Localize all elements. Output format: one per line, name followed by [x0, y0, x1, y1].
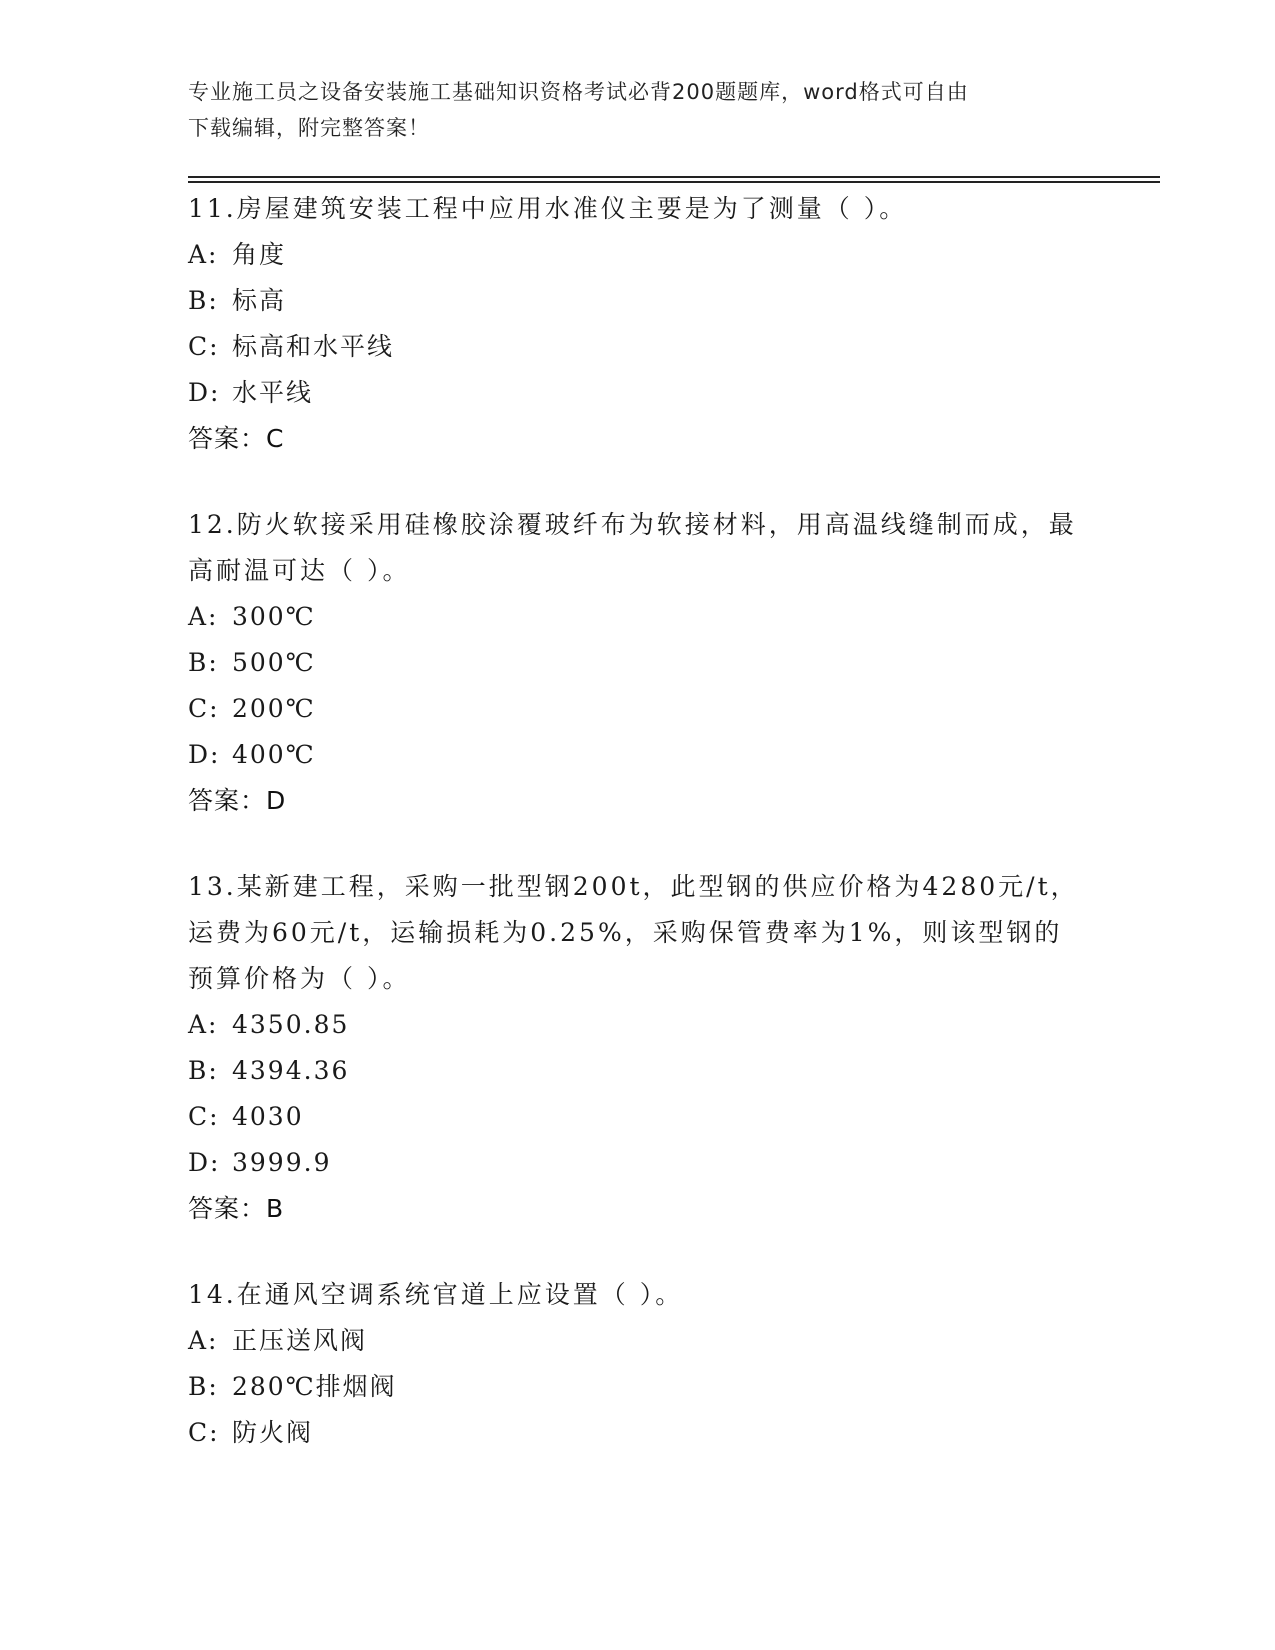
question-stem: 13.某新建工程，采购一批型钢200t，此型钢的供应价格为4280元/t，运费为60元/t，运输损耗为0.25%，采购保管费率为1%，则该型钢的预算价格为（ ）。: [188, 872, 1079, 993]
option-key: D:: [188, 740, 221, 769]
option-text: 3999.9: [232, 1148, 332, 1177]
option-a: [188, 594, 1088, 640]
question-11: [188, 186, 1088, 462]
option-key: D:: [188, 1148, 221, 1177]
option-d: [188, 1140, 1088, 1186]
option-key: B:: [188, 1056, 219, 1085]
option-text: 标高: [232, 286, 287, 315]
option-b: [188, 640, 1088, 686]
answer-line: 答案：C: [188, 424, 285, 453]
option-key: A:: [188, 240, 219, 269]
option-a: [188, 1002, 1088, 1048]
question-13: [188, 864, 1088, 1232]
question-stem: 14.在通风空调系统官道上应设置（ ）。: [188, 1280, 684, 1309]
question-12: [188, 502, 1088, 824]
option-text: 500℃: [232, 648, 316, 677]
option-text: 正压送风阀: [232, 1326, 368, 1355]
option-key: A:: [188, 1326, 219, 1355]
header-divider-top: [188, 176, 1160, 178]
option-text: 水平线: [232, 378, 314, 407]
option-b: [188, 1364, 1088, 1410]
option-text: 4030: [232, 1102, 304, 1131]
question-14: [188, 1272, 1088, 1456]
document-header: [188, 74, 1068, 146]
question-stem: 11.房屋建筑安装工程中应用水准仪主要是为了测量（ ）。: [188, 194, 908, 223]
option-c: [188, 1094, 1088, 1140]
option-text: 4394.36: [232, 1056, 350, 1085]
option-text: 300℃: [232, 602, 316, 631]
option-text: 200℃: [232, 694, 316, 723]
option-key: C:: [188, 332, 220, 361]
option-text: 标高和水平线: [232, 332, 395, 361]
question-stem: 12.防火软接采用硅橡胶涂覆玻纤布为软接材料，用高温线缝制而成，最高耐温可达（ ）。: [188, 510, 1077, 585]
option-d: [188, 732, 1088, 778]
header-title-line2: 下载编辑，附完整答案！: [188, 116, 430, 140]
question-list: [188, 186, 1088, 1496]
option-text: 400℃: [232, 740, 316, 769]
option-c: [188, 1410, 1088, 1456]
option-b: [188, 1048, 1088, 1094]
option-c: [188, 686, 1088, 732]
option-key: B:: [188, 286, 219, 315]
option-key: C:: [188, 1418, 220, 1447]
option-key: B:: [188, 1372, 219, 1401]
option-a: [188, 232, 1088, 278]
option-text: 4350.85: [232, 1010, 350, 1039]
option-key: B:: [188, 648, 219, 677]
answer-line: 答案：D: [188, 786, 287, 815]
option-c: [188, 324, 1088, 370]
header-divider-bottom: [188, 181, 1160, 183]
option-b: [188, 278, 1088, 324]
header-title-line1: 专业施工员之设备安装施工基础知识资格考试必背200题题库，word格式可自由: [188, 80, 969, 104]
option-key: C:: [188, 694, 220, 723]
option-key: D:: [188, 378, 221, 407]
answer-line: 答案：B: [188, 1194, 285, 1223]
option-text: 防火阀: [232, 1418, 314, 1447]
option-d: [188, 370, 1088, 416]
option-a: [188, 1318, 1088, 1364]
option-key: C:: [188, 1102, 220, 1131]
option-text: 280℃排烟阀: [232, 1372, 397, 1401]
option-key: A:: [188, 1010, 219, 1039]
option-text: 角度: [232, 240, 287, 269]
option-key: A:: [188, 602, 219, 631]
